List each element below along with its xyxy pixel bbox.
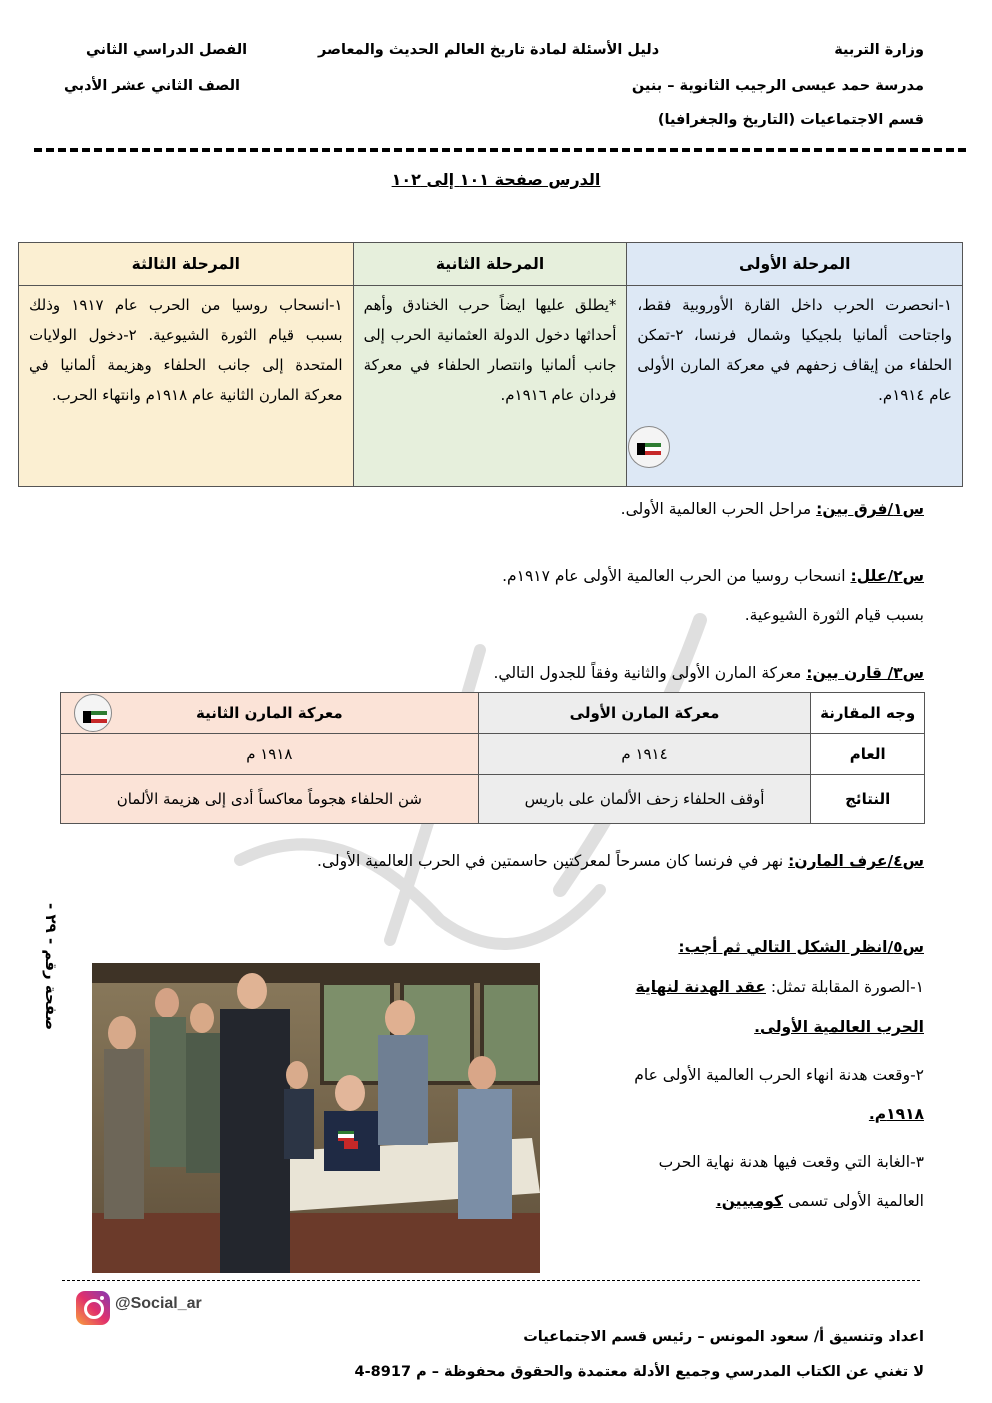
footer-notice: لا تغني عن الكتاب المدرسي وجميع الأدلة معتمدة والحقوق محفوظة – م 8917-4	[354, 1364, 924, 1380]
school-name: مدرسة حمد عيسى الرجيب الثانوية – بنين	[631, 78, 924, 94]
footer-credit: اعداد وتنسيق أ/ سعود المونس – رئيس قسم الاجتماعيات	[523, 1329, 924, 1345]
question-5-item-2-answer	[869, 1105, 924, 1123]
compare-header-aspect: وجه المقارنة	[811, 693, 925, 734]
q5-item1-answer-a: عقد الهدنة لنهاية	[635, 978, 766, 996]
header-divider	[34, 148, 966, 152]
question-3-label: س٣/ قارن بين:	[806, 664, 924, 682]
question-1-label: س١/فرق بين:	[816, 500, 924, 518]
question-5-item-1b	[754, 1018, 924, 1036]
stage1-cell	[627, 286, 963, 487]
compare-results-first: أوقف الحلفاء زحف الألمان على باريس	[478, 775, 811, 824]
ministry-name: وزارة التربية	[834, 42, 924, 58]
q5-item2-answer: ١٩١٨م.	[868, 1105, 924, 1123]
social-handle[interactable]: @Social_ar	[115, 1295, 202, 1312]
q5-item1-prefix: ١-الصورة المقابلة تمثل:	[770, 978, 924, 996]
instagram-icon[interactable]	[76, 1291, 110, 1325]
grade-label: الصف الثاني عشر الأدبي	[64, 78, 241, 94]
question-1	[621, 500, 924, 518]
q5-item1-answer-b: الحرب العالمية الأولى.	[754, 1018, 924, 1036]
question-2-answer: بسبب قيام الثورة الشيوعية.	[744, 606, 924, 624]
question-3	[493, 664, 924, 682]
compare-header-second: معركة المارن الثانية	[61, 693, 479, 734]
stage2-cell	[353, 286, 627, 487]
guide-title: دليل الأسئلة لمادة تاريخ العالم الحديث والمعاصر	[318, 42, 660, 58]
stage3-header: المرحلة الثالثة	[19, 243, 354, 286]
compare-row-year-label: العام	[811, 734, 925, 775]
compare-results-second: شن الحلفاء هجوماً معاكساً أدى إلى هزيمة الألمان	[61, 775, 479, 824]
q5-item3-prefix: العالمية الأولى تسمى	[787, 1192, 924, 1210]
stage2-text: *يطلق عليها ايضاً حرب الخنادق وأهم أحداثها دخول الدولة العثمانية الحرب إلى جانب ألمانيا وانتصار الحلفاء في معركة فردان عام ١٩١٦م.	[363, 296, 617, 404]
q5-item3-answer: كومبيين.	[715, 1192, 783, 1210]
question-5-item-3: ٣-الغابة التي وقعت فيها هدنة نهاية الحرب	[658, 1153, 924, 1171]
stage2-header: المرحلة الثانية	[353, 243, 627, 286]
stage3-cell	[19, 286, 354, 487]
war-stages-table	[18, 242, 963, 487]
question-3-text: معركة المارن الأولى والثانية وفقاً للجدول التالي.	[493, 664, 807, 682]
page-number-label: صفحة رقم - ٢٩ -	[42, 902, 60, 1030]
compare-row-results-label: النتائج	[811, 775, 925, 824]
question-2-label: س٢/علل:	[850, 567, 924, 585]
question-5-label: س٥/انظر الشكل التالي ثم أجب:	[678, 938, 924, 956]
stage3-text: ١-انسحاب روسيا من الحرب عام ١٩١٧ وذلك بسبب قيام الثورة الشيوعية. ٢-دخول الولايات المتحدة إلى جانب الحلفاء وهزيمة ألمانيا في معركة المارن الثانية عام ١٩١٨م وانتهاء الحرب.	[29, 296, 343, 404]
compare-header-first: معركة المارن الأولى	[478, 693, 811, 734]
question-4	[317, 852, 924, 870]
stage1-text: ١-انحصرت الحرب داخل القارة الأوروبية فقط، واجتاحت ألمانيا بلجيكيا وشمال فرنسا، ٢-تمكن الحلفاء من إيقاف زحفهم في معركة المارن الأولى عام ١٩١٤م.	[637, 296, 952, 404]
question-2-text: انسحاب روسيا من الحرب العالمية الأولى عام ١٩١٧م.	[502, 567, 851, 585]
lesson-title: الدرس صفحة ١٠١ إلى ١٠٢	[391, 170, 601, 189]
question-5-item-3b	[716, 1192, 924, 1210]
question-5	[678, 938, 924, 956]
stage1-header: المرحلة الأولى	[627, 243, 963, 286]
question-2	[502, 567, 924, 585]
semester-label: الفصل الدراسي الثاني	[86, 42, 248, 58]
compare-year-second: ١٩١٨ م	[61, 734, 479, 775]
footer-divider	[62, 1280, 920, 1281]
question-4-text: نهر في فرنسا كان مسرحاً لمعركتين حاسمتين في الحرب العالمية الأولى.	[317, 852, 789, 870]
compare-year-first: ١٩١٤ م	[478, 734, 811, 775]
question-5-item-1	[636, 978, 924, 996]
question-4-label: س٤/عرف المارن:	[788, 852, 924, 870]
marne-comparison-table	[60, 692, 925, 824]
kuwait-emblem-icon	[628, 426, 670, 468]
department-name: قسم الاجتماعيات (التاريخ والجغرافيا)	[657, 112, 924, 128]
kuwait-emblem-icon	[74, 694, 112, 732]
armistice-painting	[92, 963, 540, 1273]
question-1-text: مراحل الحرب العالمية الأولى.	[620, 500, 817, 518]
question-5-item-2: ٢-وقعت هدنة انهاء الحرب العالمية الأولى عام	[634, 1066, 924, 1084]
